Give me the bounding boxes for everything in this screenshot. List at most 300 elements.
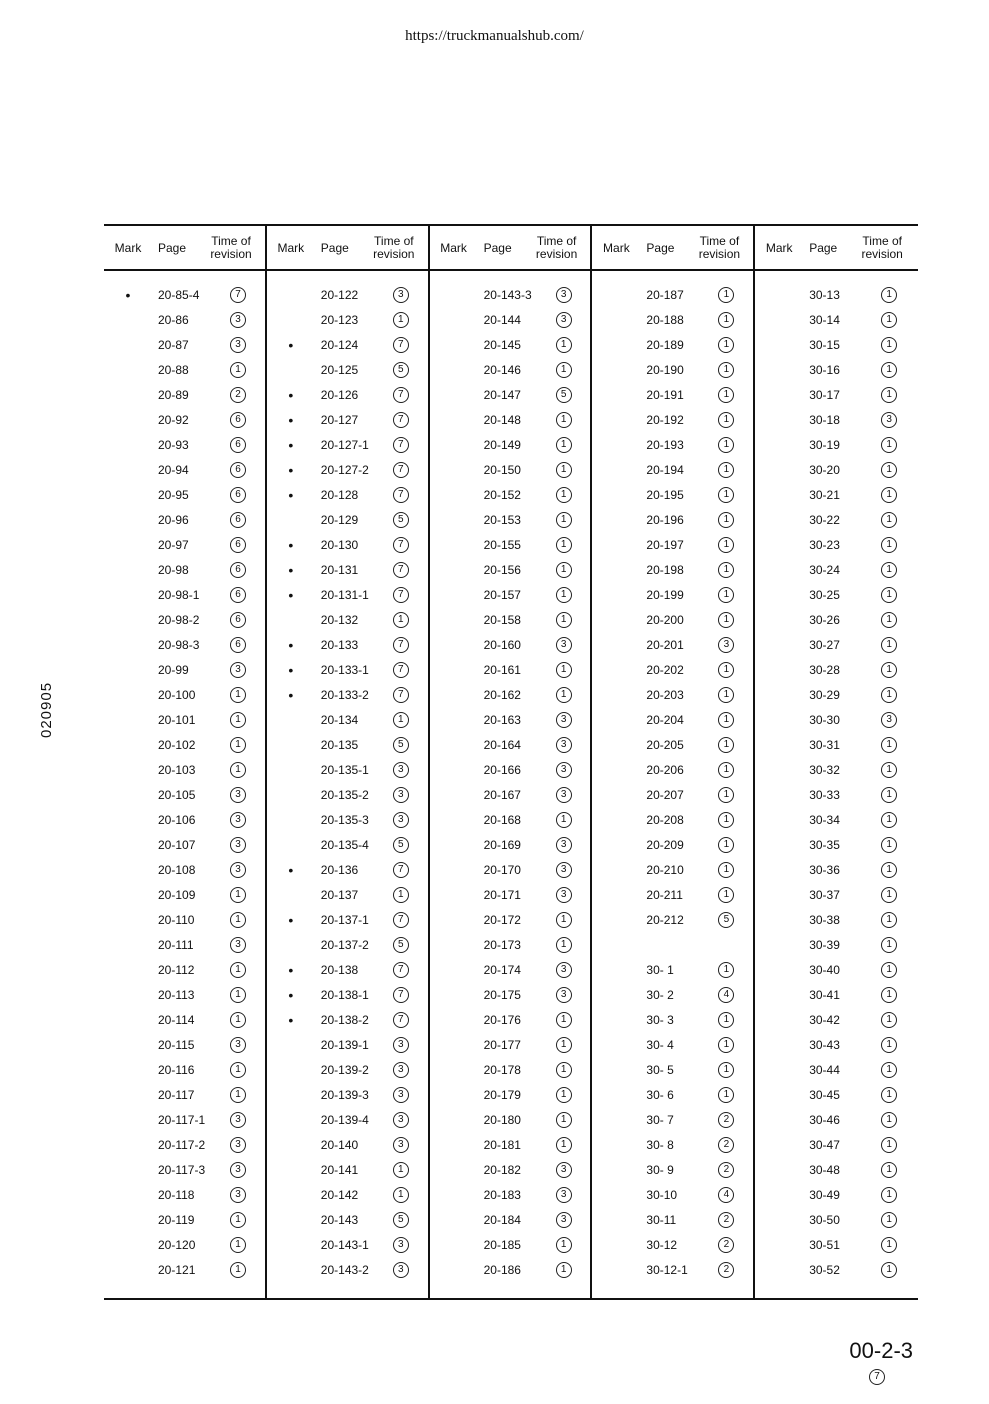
revision-cell [212,887,264,903]
page-cell: 20-127 [320,412,359,427]
mark-cell: • [288,1011,294,1028]
revision-circle-icon: 1 [718,662,734,678]
revision-circle-icon: 1 [718,312,734,328]
page-cell: 30-40 [809,962,840,977]
revision-cell [538,612,590,628]
header-revision [686,235,752,261]
revision-circle-icon: 1 [230,762,246,778]
page-cell: 20-194 [646,462,684,477]
page-cell: 20-106 [158,812,196,827]
page-cell: 20-86 [158,312,189,327]
rows-container [104,282,265,1282]
revision-circle-icon: 3 [881,412,897,428]
revision-cell [212,862,264,878]
revision-circle-icon: 1 [881,762,897,778]
revision-cell [538,1087,590,1103]
column-header [267,226,428,271]
revision-circle-icon: 1 [556,662,572,678]
page-cell: 20-152 [483,487,521,502]
revision-cell [700,587,752,603]
page-cell: 20-204 [646,712,684,727]
page-cell: 20-153 [483,512,521,527]
page-cell: 20-133-2 [320,687,369,702]
revision-circle-icon: 3 [230,312,246,328]
page-cell: 20-160 [483,637,521,652]
page-cell: 20-112 [158,962,195,977]
page-cell: 20-147 [483,387,521,402]
revision-circle-icon: 3 [556,1162,572,1178]
page-cell: 20-129 [320,512,359,527]
page-cell: 20-188 [646,312,684,327]
table-row [267,307,428,332]
revision-circle-icon: 1 [718,862,734,878]
revision-circle-icon: 3 [230,1137,246,1153]
revision-cell [212,1087,264,1103]
table-row [267,1182,428,1207]
revision-circle-icon: 1 [556,537,572,553]
page-cell: 20-94 [158,462,189,477]
revision-cell [863,637,915,653]
table-row [267,482,428,507]
revision-cell [212,1187,264,1203]
page-cell: 20-97 [158,537,189,552]
revision-cell [538,712,590,728]
revision-cell [538,537,590,553]
revision-cell [375,362,427,378]
revision-circle-icon: 3 [718,637,734,653]
revision-cell [375,387,427,403]
mark-cell: • [288,436,294,453]
revision-cell [863,562,915,578]
table-row [267,357,428,382]
page-cell: 30-17 [809,387,840,402]
revision-cell [538,1212,590,1228]
page-cell: 30- 2 [646,987,674,1002]
table-row [592,707,753,732]
table-row [755,782,918,807]
revision-cell [863,937,915,953]
table-row [430,282,591,307]
table-row [755,407,918,432]
table-row [267,1157,428,1182]
table-row [755,507,918,532]
revision-circle-icon: 1 [556,462,572,478]
revision-circle-icon: 7 [393,337,409,353]
revision-circle-icon: 1 [718,612,734,628]
revision-cell [700,712,752,728]
revision-circle-icon: 1 [230,362,246,378]
revision-circle-icon: 1 [718,787,734,803]
table-row [755,1057,918,1082]
table-column-1 [104,226,267,1298]
revision-circle-icon: 3 [230,812,246,828]
revision-cell [863,837,915,853]
revision-cell [375,412,427,428]
revision-cell [375,1262,427,1278]
page-cell: 20-124 [320,337,359,352]
page-cell: 30-22 [809,512,840,527]
revision-circle-icon: 1 [556,1112,572,1128]
page-cell: 30-44 [809,1062,840,1077]
revision-cell [375,637,427,653]
revision-cell [212,1262,264,1278]
revision-circle-icon: 1 [230,1212,246,1228]
page-cell: 20-166 [483,762,521,777]
table-row [267,1257,428,1282]
revision-circle-icon: 7 [393,587,409,603]
revision-circle-icon: 1 [718,837,734,853]
revision-circle-icon: 7 [393,537,409,553]
revision-cell [538,962,590,978]
table-row [430,757,591,782]
table-row [104,457,265,482]
table-row [755,982,918,1007]
revision-circle-icon: 1 [881,1212,897,1228]
revision-circle-icon: 3 [230,1037,246,1053]
revision-circle-icon: 1 [718,337,734,353]
page-cell: 20-133-1 [320,662,369,677]
page-cell: 20-107 [158,837,196,852]
revision-circle-icon: 7 [393,687,409,703]
revision-cell [863,1162,915,1178]
revision-circle-icon: 1 [718,412,734,428]
page-cell: 20-140 [320,1137,359,1152]
table-row [267,1007,428,1032]
page-cell: 20-167 [483,787,521,802]
table-row [104,332,265,357]
page-cell: 20-202 [646,662,684,677]
page-cell: 20-169 [483,837,521,852]
table-row [430,632,591,657]
revision-circle-icon: 1 [556,337,572,353]
table-row [104,1107,265,1132]
table-row [104,1157,265,1182]
revision-cell [700,362,752,378]
page-cell: 30-39 [809,937,840,952]
page-cell: 20-85-4 [158,287,200,302]
revision-circle-icon: 1 [393,887,409,903]
revision-cell [863,1187,915,1203]
page-cell: 20-133 [320,637,359,652]
revision-circle-icon: 5 [718,912,734,928]
table-row [267,657,428,682]
revision-cell [375,912,427,928]
page-cell: 20-148 [483,412,521,427]
revision-cell [212,312,264,328]
revision-cell [375,662,427,678]
revision-cell [700,462,752,478]
revision-circle-icon: 3 [556,712,572,728]
revision-cell [700,437,752,453]
table-row [104,382,265,407]
table-row [104,732,265,757]
page-cell: 20-192 [646,412,684,427]
table-row [267,382,428,407]
page-cell: 20-143-1 [320,1237,369,1252]
page-cell: 20-199 [646,587,684,602]
page-cell: 20-198 [646,562,684,577]
header-page: Page [483,240,512,255]
column-header [592,226,753,271]
table-row [430,382,591,407]
table-row [430,832,591,857]
header-revision [524,235,590,261]
table-row [430,607,591,632]
revision-cell [700,1187,752,1203]
table-row [267,932,428,957]
rows-container [430,282,591,1282]
revision-cell [212,1012,264,1028]
mark-cell: • [288,686,294,703]
revision-cell [700,287,752,303]
table-row [104,632,265,657]
table-row [755,932,918,957]
table-row [267,457,428,482]
revision-cell [538,1037,590,1053]
table-row [430,1182,591,1207]
table-row [267,757,428,782]
table-row [592,1207,753,1232]
table-row [267,582,428,607]
table-row [755,457,918,482]
revision-cell [212,612,264,628]
table-row [592,1232,753,1257]
revision-cell [700,312,752,328]
page-cell: 20-178 [483,1062,521,1077]
table-row [755,1082,918,1107]
revision-cell [700,637,752,653]
revision-circle-icon: 1 [718,437,734,453]
revision-circle-icon: 1 [230,1012,246,1028]
page-cell: 20-135-2 [320,787,369,802]
page-cell: 20-118 [158,1187,195,1202]
table-row [592,382,753,407]
revision-cell [538,312,590,328]
revision-cell [375,1062,427,1078]
page-cell: 30-37 [809,887,840,902]
revision-circle-icon: 1 [556,612,572,628]
table-row [267,532,428,557]
page-cell: 20-156 [483,562,521,577]
revision-circle-icon: 1 [881,987,897,1003]
page-cell: 20-103 [158,762,196,777]
revision-cell [700,1162,752,1178]
revision-cell [863,1012,915,1028]
revision-cell [700,962,752,978]
page-cell: 30-24 [809,562,840,577]
table-row [430,732,591,757]
revision-cell [212,662,264,678]
revision-cell [700,387,752,403]
table-row [104,582,265,607]
header-revision-line1: Time of [211,233,251,248]
revision-cell [375,937,427,953]
revision-cell [538,837,590,853]
page-cell: 20-137-1 [320,912,369,927]
page-cell: 30-12 [646,1237,678,1252]
page-cell: 20-110 [158,912,195,927]
table-row [267,1032,428,1057]
table-row [755,1157,918,1182]
revision-circle-icon: 1 [881,562,897,578]
revision-circle-icon: 1 [881,587,897,603]
header-mark: Mark [114,240,142,255]
revision-circle-icon: 7 [393,962,409,978]
revision-circle-icon: 3 [556,887,572,903]
table-row [592,532,753,557]
revision-cell [863,387,915,403]
revision-circle-icon: 1 [230,962,246,978]
revision-circle-icon: 1 [556,812,572,828]
revision-circle-icon: 2 [718,1237,734,1253]
revision-cell [700,662,752,678]
revision-cell [538,1262,590,1278]
revision-circle-icon: 1 [718,1012,734,1028]
table-column-5 [755,226,918,1298]
header-revision-line2: revision [698,246,741,261]
revision-cell [700,412,752,428]
mark-cell: • [288,461,294,478]
table-row [104,432,265,457]
revision-circle-icon: 1 [881,662,897,678]
table-row [592,857,753,882]
revision-cell [375,1012,427,1028]
revision-cell [538,937,590,953]
revision-circle-icon: 1 [556,1262,572,1278]
mark-cell: • [288,636,294,653]
page-cell: 30- 5 [646,1062,674,1077]
page-cell: 30-29 [809,687,840,702]
revision-circle-icon: 1 [881,687,897,703]
table-row [267,832,428,857]
table-row [592,832,753,857]
revision-cell [863,887,915,903]
table-row [430,1107,591,1132]
table-row [755,807,918,832]
revision-cell [212,637,264,653]
revision-circle-icon: 1 [556,412,572,428]
revision-circle-icon: 1 [556,587,572,603]
revision-circle-icon: 1 [881,1237,897,1253]
revision-cell [863,537,915,553]
header-page: Page [158,240,187,255]
page-cell: 20-200 [646,612,684,627]
revision-cell [863,1237,915,1253]
revision-cell [212,537,264,553]
revision-circle-icon: 3 [230,1187,246,1203]
revision-cell [212,412,264,428]
revision-cell [863,487,915,503]
table-row [592,1032,753,1057]
revision-cell [700,1212,752,1228]
revision-circle-icon: 1 [230,737,246,753]
revision-circle-icon: 3 [230,337,246,353]
revision-circle-icon: 1 [556,512,572,528]
table-row [267,807,428,832]
revision-circle-icon: 1 [718,1062,734,1078]
table-row [267,732,428,757]
page-cell: 20-164 [483,737,521,752]
revision-cell [538,1237,590,1253]
revision-cell [375,1212,427,1228]
table-row [755,832,918,857]
revision-cell [538,887,590,903]
revision-cell [538,787,590,803]
revision-circle-icon: 1 [881,287,897,303]
page-cell: 20-131 [320,562,359,577]
header-revision-line1: Time of [862,233,902,248]
page-cell: 30-30 [809,712,840,727]
page-cell: 20-174 [483,962,521,977]
table-row [430,1232,591,1257]
column-header [755,226,918,271]
revision-cell [375,837,427,853]
revision-cell [863,287,915,303]
revision-circle-icon: 3 [556,987,572,1003]
page-cell: 20-87 [158,337,189,352]
table-row [104,707,265,732]
header-page: Page [809,240,838,255]
revision-circle-icon: 7 [393,1012,409,1028]
revision-cell [375,1162,427,1178]
page-cell: 20-138-2 [320,1012,369,1027]
revision-circle-icon: 1 [230,687,246,703]
mark-cell: • [288,386,294,403]
revision-cell [538,1162,590,1178]
table-row [592,757,753,782]
page-cell: 20-141 [320,1162,359,1177]
table-row [430,807,591,832]
header-mark: Mark [440,240,467,255]
table-row [755,532,918,557]
page-cell: 20-149 [483,437,521,452]
table-row [755,1232,918,1257]
table-row [430,557,591,582]
table-row [267,1132,428,1157]
page-cell: 20-117-2 [158,1137,206,1152]
revision-circle-icon: 1 [556,1062,572,1078]
revision-cell [538,287,590,303]
revision-cell [863,1262,915,1278]
revision-cell [212,287,264,303]
revision-circle-icon: 1 [881,537,897,553]
table-row [430,1032,591,1057]
page-cell: 30- 6 [646,1087,674,1102]
table-row [592,557,753,582]
revision-circle-icon: 7 [869,1369,885,1385]
table-row [755,1207,918,1232]
page-cell: 20-135-1 [320,762,369,777]
table-row [267,982,428,1007]
revision-circle-icon: 5 [556,387,572,403]
page-cell: 30-32 [809,762,840,777]
page-cell: 20-157 [483,587,521,602]
revision-circle-icon: 1 [718,762,734,778]
page-cell: 20-138 [320,962,359,977]
table-row [430,532,591,557]
revision-circle-icon: 1 [556,487,572,503]
table-row [592,632,753,657]
revision-cell [375,587,427,603]
page-cell: 30-28 [809,662,840,677]
table-row [430,657,591,682]
table-row [755,907,918,932]
revision-cell [375,1237,427,1253]
revision-cell [700,1237,752,1253]
page-cell: 20-136 [320,862,359,877]
header-revision-line1: Time of [536,233,577,248]
page-cell: 20-142 [320,1187,359,1202]
